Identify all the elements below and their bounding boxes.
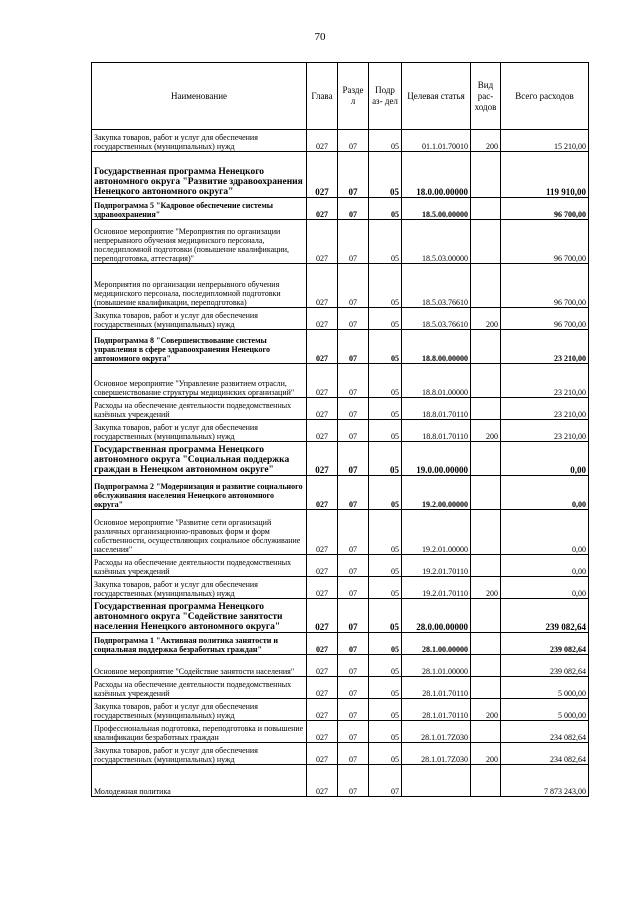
table-row: [92, 743, 589, 765]
row-name: Закупка товаров, работ и услуг для обеспечения государственных (муниципальных) нужд: [92, 699, 307, 721]
col-header-total: Всего расходов: [501, 63, 589, 130]
table-row: [92, 330, 589, 364]
row-total: 23 210,00: [501, 364, 589, 398]
row-total: 96 700,00: [501, 220, 589, 264]
page-number: 70: [314, 31, 326, 43]
row-name: Основное мероприятие "Содействие занятости населения": [92, 655, 307, 677]
row-subsection: 05: [369, 398, 402, 420]
row-name: Расходы на обеспечение деятельности подведомственных казённых учреждений: [92, 555, 307, 577]
row-total: 0,00: [501, 442, 589, 476]
row-expense-type: 200: [471, 577, 501, 599]
row-subsection: 05: [369, 198, 402, 220]
table-row: [92, 364, 589, 398]
row-subsection: 05: [369, 220, 402, 264]
table-row: [92, 264, 589, 308]
table-row: [92, 599, 589, 633]
row-name: Государственная программа Ненецкого автономного округа "Социальная поддержка граждан в Ненецком автономном округе": [92, 442, 307, 476]
row-chapter: 027: [307, 677, 338, 699]
row-section: 07: [338, 743, 369, 765]
row-name: Расходы на обеспечение деятельности подведомственных казённых учреждений: [92, 677, 307, 699]
row-target: 28.1.01.70110: [402, 677, 471, 699]
row-target: 28.0.00.00000: [402, 599, 471, 633]
row-total: 96 700,00: [501, 264, 589, 308]
row-total: 234 082,64: [501, 721, 589, 743]
row-chapter: 027: [307, 442, 338, 476]
row-chapter: 027: [307, 364, 338, 398]
row-expense-type: [471, 765, 501, 797]
row-total: 239 082,64: [501, 633, 589, 655]
row-target: 18.5.00.00000: [402, 198, 471, 220]
row-target: 18.5.03.00000: [402, 220, 471, 264]
row-name: Мероприятия по организации непрерывного обучения медицинского персонала, последипломной подготовки (повышение квалификации, переподготовка): [92, 264, 307, 308]
row-name: Основное мероприятие "Управление развитием отрасли, совершенствование структуры медицинских организаций": [92, 364, 307, 398]
row-section: 07: [338, 442, 369, 476]
row-chapter: 027: [307, 198, 338, 220]
row-expense-type: [471, 198, 501, 220]
row-expense-type: [471, 633, 501, 655]
row-subsection: 05: [369, 577, 402, 599]
row-chapter: 027: [307, 633, 338, 655]
col-header-name: Наименование: [92, 63, 307, 130]
row-target: 19.2.01.70110: [402, 555, 471, 577]
table-row: [92, 152, 589, 198]
row-section: 07: [338, 398, 369, 420]
row-total: 5 000,00: [501, 677, 589, 699]
row-section: 07: [338, 264, 369, 308]
row-chapter: 027: [307, 220, 338, 264]
row-name: Закупка товаров, работ и услуг для обеспечения государственных (муниципальных) нужд: [92, 420, 307, 442]
row-expense-type: 200: [471, 699, 501, 721]
row-expense-type: [471, 510, 501, 555]
row-expense-type: [471, 442, 501, 476]
row-chapter: 027: [307, 398, 338, 420]
row-total: 0,00: [501, 555, 589, 577]
row-subsection: 05: [369, 264, 402, 308]
row-target: 18.8.01.00000: [402, 364, 471, 398]
row-name: Закупка товаров, работ и услуг для обеспечения государственных (муниципальных) нужд: [92, 308, 307, 330]
row-expense-type: [471, 555, 501, 577]
row-target: 28.1.00.00000: [402, 633, 471, 655]
row-expense-type: 200: [471, 743, 501, 765]
row-section: 07: [338, 599, 369, 633]
budget-table: [91, 62, 589, 797]
row-total: 0,00: [501, 577, 589, 599]
row-chapter: 027: [307, 476, 338, 510]
table-row: [92, 220, 589, 264]
row-section: 07: [338, 476, 369, 510]
col-header-section: Разде л: [338, 63, 369, 130]
row-expense-type: [471, 476, 501, 510]
row-name: Государственная программа Ненецкого автономного округа "Развитие здравоохранения Ненецкого автономного округа": [92, 152, 307, 198]
row-target: 01.1.01.70010: [402, 130, 471, 152]
row-subsection: 05: [369, 364, 402, 398]
row-section: 07: [338, 220, 369, 264]
table-row: [92, 699, 589, 721]
row-expense-type: [471, 330, 501, 364]
row-chapter: 027: [307, 721, 338, 743]
row-total: 239 082,64: [501, 599, 589, 633]
row-target: [402, 765, 471, 797]
row-total: 7 873 243,00: [501, 765, 589, 797]
table-row: [92, 398, 589, 420]
row-target: 19.2.01.70110: [402, 577, 471, 599]
row-total: 234 082,64: [501, 743, 589, 765]
table-row: [92, 577, 589, 599]
row-total: 96 700,00: [501, 198, 589, 220]
col-header-expense-type: Вид рас- ходов: [471, 63, 501, 130]
row-chapter: 027: [307, 264, 338, 308]
row-target: 18.5.03.76610: [402, 264, 471, 308]
row-expense-type: [471, 655, 501, 677]
row-section: 07: [338, 677, 369, 699]
row-section: 07: [338, 555, 369, 577]
table-row: [92, 510, 589, 555]
row-section: 07: [338, 699, 369, 721]
row-subsection: 05: [369, 599, 402, 633]
row-subsection: 05: [369, 677, 402, 699]
col-header-chapter: Глава: [307, 63, 338, 130]
row-target: 18.8.01.70110: [402, 398, 471, 420]
row-target: 28.1.01.7Z030: [402, 743, 471, 765]
row-name: Закупка товаров, работ и услуг для обеспечения государственных (муниципальных) нужд: [92, 130, 307, 152]
row-chapter: 027: [307, 555, 338, 577]
row-chapter: 027: [307, 577, 338, 599]
row-section: 07: [338, 152, 369, 198]
row-section: 07: [338, 198, 369, 220]
row-total: 119 910,00: [501, 152, 589, 198]
row-expense-type: 200: [471, 308, 501, 330]
row-subsection: 05: [369, 655, 402, 677]
row-expense-type: [471, 677, 501, 699]
row-total: 23 210,00: [501, 420, 589, 442]
row-section: 07: [338, 765, 369, 797]
row-chapter: 027: [307, 420, 338, 442]
row-chapter: 027: [307, 330, 338, 364]
row-expense-type: [471, 364, 501, 398]
row-subsection: 05: [369, 442, 402, 476]
row-subsection: 05: [369, 420, 402, 442]
row-section: 07: [338, 308, 369, 330]
table-body: [92, 130, 589, 797]
row-subsection: 05: [369, 633, 402, 655]
row-name: Государственная программа Ненецкого автономного округа "Содействие занятости населения Ненецкого автономного округа": [92, 599, 307, 633]
table-row: [92, 721, 589, 743]
row-target: 19.2.00.00000: [402, 476, 471, 510]
row-expense-type: [471, 220, 501, 264]
row-expense-type: [471, 599, 501, 633]
row-section: 07: [338, 655, 369, 677]
row-total: 96 700,00: [501, 308, 589, 330]
row-name: Подпрограмма 5 "Кадровое обеспечение системы здравоохранения": [92, 198, 307, 220]
row-target: 28.1.01.7Z030: [402, 721, 471, 743]
row-target: 18.8.00.00000: [402, 330, 471, 364]
table-header-row: [92, 63, 589, 130]
row-target: 18.5.03.76610: [402, 308, 471, 330]
row-target: 19.0.00.00000: [402, 442, 471, 476]
row-expense-type: [471, 264, 501, 308]
row-name: Закупка товаров, работ и услуг для обеспечения государственных (муниципальных) нужд: [92, 577, 307, 599]
row-total: 23 210,00: [501, 398, 589, 420]
table-row: [92, 130, 589, 152]
row-subsection: 05: [369, 699, 402, 721]
row-name: Основное мероприятие "Мероприятия по организации непрерывного обучения медицинского персонала, последипломной подготовки (повышение квалификации, переподготовка, аттестация)": [92, 220, 307, 264]
row-chapter: 027: [307, 130, 338, 152]
row-expense-type: 200: [471, 130, 501, 152]
table-row: [92, 420, 589, 442]
row-section: 07: [338, 364, 369, 398]
row-expense-type: [471, 398, 501, 420]
row-total: 15 210,00: [501, 130, 589, 152]
row-expense-type: [471, 152, 501, 198]
row-subsection: 05: [369, 152, 402, 198]
table-row: [92, 633, 589, 655]
row-total: 0,00: [501, 510, 589, 555]
row-chapter: 027: [307, 152, 338, 198]
row-subsection: 05: [369, 510, 402, 555]
row-expense-type: [471, 721, 501, 743]
row-name: Расходы на обеспечение деятельности подведомственных казённых учреждений: [92, 398, 307, 420]
row-section: 07: [338, 330, 369, 364]
row-subsection: 05: [369, 130, 402, 152]
row-name: Подпрограмма 1 "Активная политика занятости и социальная поддержка безработных граждан": [92, 633, 307, 655]
row-target: 28.1.01.00000: [402, 655, 471, 677]
row-chapter: 027: [307, 699, 338, 721]
row-subsection: 05: [369, 555, 402, 577]
row-section: 07: [338, 577, 369, 599]
row-section: 07: [338, 510, 369, 555]
row-target: 28.1.01.70110: [402, 699, 471, 721]
row-target: 19.2.01.00000: [402, 510, 471, 555]
table-row: [92, 308, 589, 330]
row-chapter: 027: [307, 308, 338, 330]
row-chapter: 027: [307, 655, 338, 677]
row-target: 18.8.01.70110: [402, 420, 471, 442]
row-chapter: 027: [307, 510, 338, 555]
table-row: [92, 555, 589, 577]
row-chapter: 027: [307, 743, 338, 765]
row-subsection: 05: [369, 743, 402, 765]
row-section: 07: [338, 633, 369, 655]
row-name: Подпрограмма 2 "Модернизация и развитие социального обслуживания населения Ненецкого автономного округа": [92, 476, 307, 510]
row-name: Основное мероприятие "Развитие сети организаций различных организационно-правовых форм и форм собственности, осуществляющих социальное обслуживание населения": [92, 510, 307, 555]
table-row: [92, 476, 589, 510]
table-row: [92, 677, 589, 699]
col-header-subsection: Подр аз- дел: [369, 63, 402, 130]
row-name: Подпрограмма 8 "Совершенствование системы управления в сфере здравоохранения Ненецкого автономного округа": [92, 330, 307, 364]
row-subsection: 05: [369, 476, 402, 510]
row-name: Профессиональная подготовка, переподготовка и повышение квалификации безработных граждан: [92, 721, 307, 743]
row-section: 07: [338, 721, 369, 743]
row-target: 18.0.00.00000: [402, 152, 471, 198]
table-row: [92, 442, 589, 476]
row-name: Закупка товаров, работ и услуг для обеспечения государственных (муниципальных) нужд: [92, 743, 307, 765]
row-expense-type: 200: [471, 420, 501, 442]
row-section: 07: [338, 130, 369, 152]
table-row: [92, 655, 589, 677]
row-chapter: 027: [307, 765, 338, 797]
col-header-target: Целевая статья: [402, 63, 471, 130]
row-total: 5 000,00: [501, 699, 589, 721]
table-row: [92, 198, 589, 220]
row-total: 23 210,00: [501, 330, 589, 364]
row-name: Молодежная политика: [92, 765, 307, 797]
row-subsection: 05: [369, 721, 402, 743]
row-subsection: 05: [369, 308, 402, 330]
row-chapter: 027: [307, 599, 338, 633]
row-section: 07: [338, 420, 369, 442]
row-subsection: 05: [369, 330, 402, 364]
row-total: 0,00: [501, 476, 589, 510]
row-total: 239 082,64: [501, 655, 589, 677]
table-row: [92, 765, 589, 797]
row-subsection: 07: [369, 765, 402, 797]
